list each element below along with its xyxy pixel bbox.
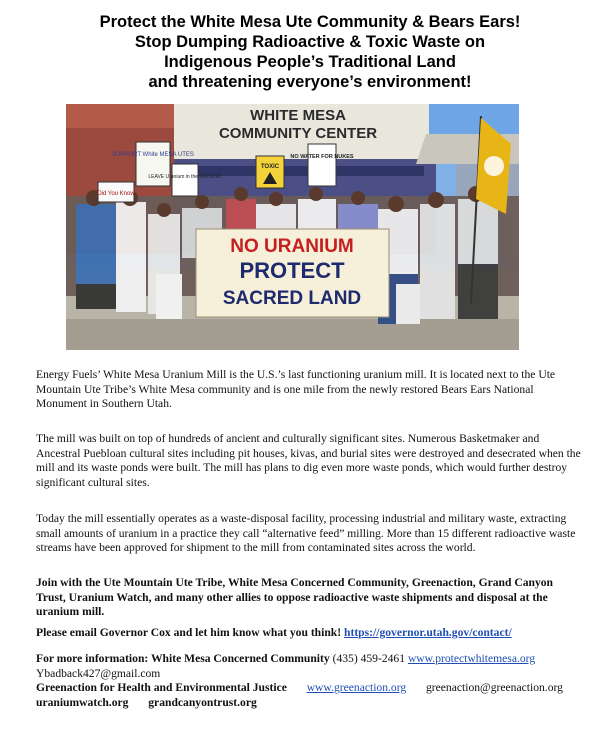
sign-did-you: Did You Know bbox=[97, 191, 135, 197]
contact-line-3 bbox=[36, 681, 581, 696]
contact-info bbox=[36, 652, 581, 710]
contact-line-2 bbox=[36, 667, 581, 682]
email-governor-text: Please email Governor Cox and let him know what you think! bbox=[36, 626, 342, 639]
title-line-4: and threatening everyone’s environment! bbox=[148, 73, 472, 91]
contact-line-1 bbox=[36, 652, 581, 667]
contact-phone: (435) 459-2461 bbox=[332, 652, 406, 665]
banner-line3: SACRED LAND bbox=[222, 288, 362, 309]
building-sign-line2: COMMUNITY CENTER bbox=[218, 125, 378, 142]
sign-support: SUPPORT White MESA UTES bbox=[112, 152, 194, 158]
paragraph-email-governor bbox=[36, 626, 581, 641]
paragraph-call-to-join: Join with the Ute Mountain Ute Tribe, White Mesa Concerned Community, Greenaction, Grand Canyon Trust, Uranium Watch, and many other allies to oppose radioactive waste shipments and disposal at the uranium mill. bbox=[36, 576, 553, 618]
greenaction-link[interactable]: www.greenaction.org bbox=[306, 681, 407, 694]
greenaction-org: Greenaction for Health and Environmental Justice bbox=[36, 681, 287, 694]
uraniumwatch-org: uraniumwatch.org bbox=[36, 695, 129, 709]
protest-photo bbox=[66, 104, 519, 350]
contact-line-4 bbox=[36, 696, 581, 711]
banner-line2: PROTECT bbox=[239, 258, 345, 283]
sign-no-water: NO WATER FOR NUKES bbox=[290, 154, 354, 160]
sign-toxic: TOXIC bbox=[260, 164, 280, 170]
paragraph-cultural-sites: The mill was built on top of hundreds of ancient and culturally significant sites. Numerous Basketmaker and Ancestral Puebloan cultural sites including pit houses, kivas, and burial sites were destroyed and desecrated when the mill and its waste ponds were built. The mill has plans to dig even more waste ponds, which would further destroy significant cultural sites. bbox=[36, 432, 581, 489]
contact-email-1: Ybadback427@gmail.com bbox=[36, 666, 161, 680]
contact-label: For more information: White Mesa Concerned Community bbox=[36, 652, 330, 665]
building-sign-line1: WHITE MESA bbox=[250, 107, 346, 124]
flyer-title bbox=[40, 12, 580, 92]
title-line-1: Protect the White Mesa Ute Community & Bears Ears! bbox=[99, 13, 521, 31]
title-line-2: Stop Dumping Radioactive & Toxic Waste on bbox=[134, 33, 486, 51]
governor-contact-link[interactable]: https://governor.utah.gov/contact/ bbox=[344, 626, 512, 639]
contact-email-2: greenaction@greenaction.org bbox=[425, 681, 563, 694]
paragraph-waste-disposal: Today the mill essentially operates as a waste-disposal facility, processing industrial and military waste, extracting small amounts of uranium in a practice they call “alternative feed” milling. More than 15 different radioactive waste streams have been approved for shipment to the mill from contaminated sites across the world. bbox=[36, 512, 576, 554]
paragraph-mill-intro: Energy Fuels’ White Mesa Uranium Mill is the U.S.’s last functioning uranium mill. It is located next to the Ute Mountain Ute Tribe’s White Mesa community and is one mile from the newly restored Bears Ears National Monument in Southern Utah. bbox=[36, 368, 556, 410]
banner-line1: NO URANIUM bbox=[230, 236, 354, 257]
protectwhitemesa-link[interactable]: www.protectwhitemesa.org bbox=[407, 652, 536, 665]
title-line-3: Indigenous People’s Traditional Land bbox=[164, 53, 456, 71]
grandcanyontrust-org: grandcanyontrust.org bbox=[148, 695, 257, 709]
sign-leave: LEAVE Uranium in the GROUND bbox=[148, 174, 222, 180]
